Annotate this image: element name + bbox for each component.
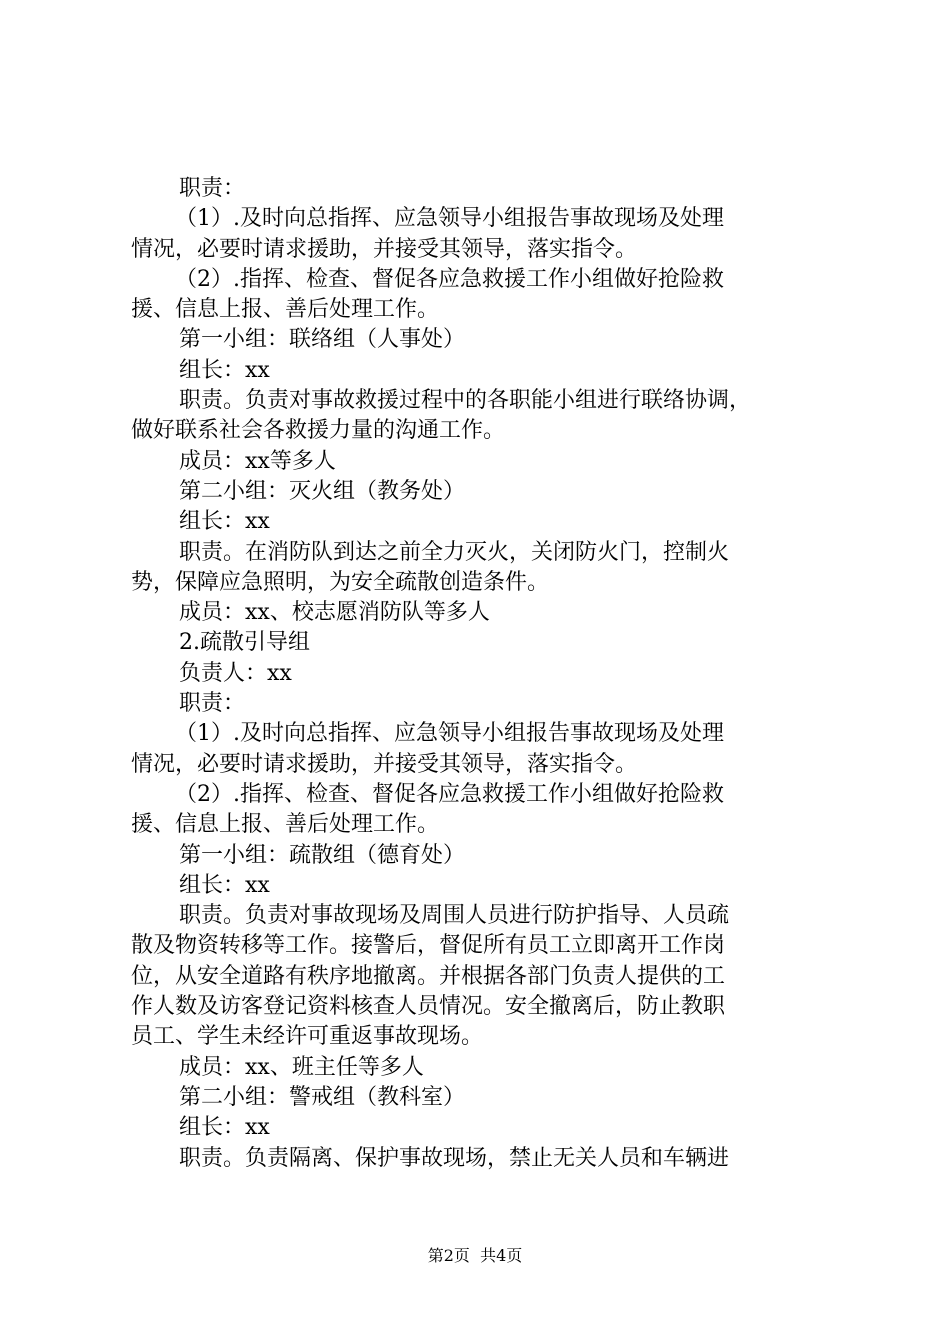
text-line: 成员：xx等多人 (179, 448, 336, 474)
text-line: 成员：xx、校志愿消防队等多人 (179, 600, 490, 626)
text-line: 组长：xx (179, 509, 270, 535)
text-line: 援、信息上报、善后处理工作。 (131, 297, 440, 323)
text-line: 职责。负责对事故救援过程中的各职能小组进行联络协调， (179, 388, 752, 414)
text-line: 作人数及访客登记资料核查人员情况。安全撤离后，防止教职 (131, 994, 726, 1020)
text-line: 职责： (179, 691, 246, 717)
text-line: （2）.指挥、检查、督促各应急救援工作小组做好抢险救 (175, 266, 724, 292)
text-line: 援、信息上报、善后处理工作。 (131, 812, 440, 838)
text-line: 第二小组：灭火组（教务处） (179, 478, 466, 504)
text-line: 负责人：xx (179, 660, 292, 686)
text-line: 2.疏散引导组 (179, 630, 310, 656)
text-line: 情况，必要时请求援助，并接受其领导，落实指令。 (131, 751, 638, 777)
text-line: （1）.及时向总指挥、应急领导小组报告事故现场及处理 (175, 721, 724, 747)
text-line: （1）.及时向总指挥、应急领导小组报告事故现场及处理 (175, 206, 724, 232)
text-line: 第一小组：疏散组（德育处） (179, 842, 466, 868)
text-line: 成员：xx、班主任等多人 (179, 1054, 424, 1080)
text-line: 组长：xx (179, 1115, 270, 1141)
text-line: 组长：xx (179, 357, 270, 383)
text-line: 员工、学生未经许可重返事故现场。 (131, 1024, 484, 1050)
text-line: 第二小组：警戒组（教科室） (179, 1084, 466, 1110)
document-body (131, 174, 843, 1174)
text-line: 位，从安全道路有秩序地撤离。并根据各部门负责人提供的工 (131, 963, 726, 989)
text-line: 职责。负责隔离、保护事故现场，禁止无关人员和车辆进 (179, 1145, 730, 1171)
text-line: 职责。负责对事故现场及周围人员进行防护指导、人员疏 (179, 903, 730, 929)
text-line: 散及物资转移等工作。接警后，督促所有员工立即离开工作岗 (131, 933, 726, 959)
text-line: 第一小组：联络组（人事处） (179, 327, 466, 353)
page-number: 第2页 共4页 (427, 1246, 523, 1265)
text-line: 职责。在消防队到达之前全力灭火，关闭防火门，控制火 (179, 539, 730, 565)
text-line: 势，保障应急照明，为安全疏散创造条件。 (131, 569, 550, 595)
text-line: 做好联系社会各救援力量的沟通工作。 (131, 418, 506, 444)
text-line: 职责： (179, 176, 246, 201)
text-line: （2）.指挥、检查、督促各应急救援工作小组做好抢险救 (175, 781, 724, 807)
page-footer (0, 1244, 950, 1268)
text-line: 情况，必要时请求援助，并接受其领导，落实指令。 (131, 236, 638, 262)
text-line: 组长：xx (179, 872, 270, 898)
